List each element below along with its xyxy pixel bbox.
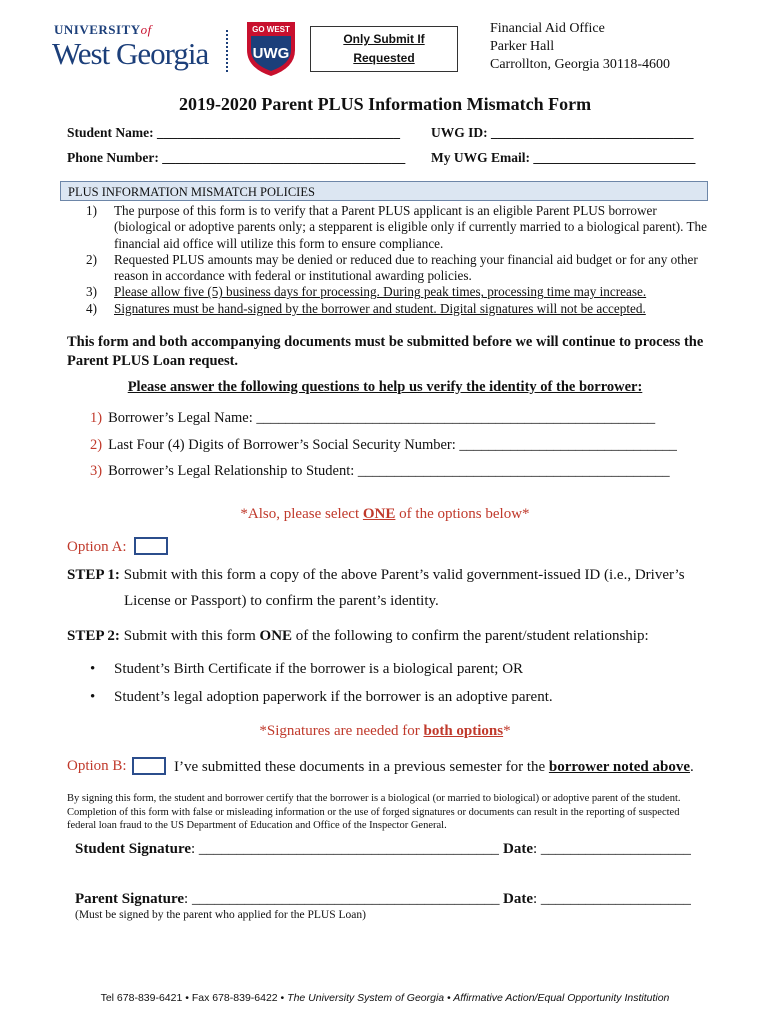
step2-text: STEP 2: Submit with this form ONE of the following to confirm the parent/student relationship: xyxy=(67,628,649,644)
option-b-label: Option B: xyxy=(67,758,127,774)
office-address xyxy=(490,20,670,74)
logo-divider xyxy=(226,30,228,72)
submission-notice: This form and both accompanying documents must be submitted before we will continue to process the Parent PLUS Loan request. xyxy=(67,334,704,369)
uwg-id-field[interactable]: UWG ID: ______________________________ xyxy=(431,125,694,140)
option-a-label: Option A: xyxy=(67,539,127,555)
office-line-3: Carrollton, Georgia 30118-4600 xyxy=(490,57,671,72)
step1-text: STEP 1: Submit with this form a copy of the above Parent’s valid government-issued ID (i.e., Driver’s xyxy=(67,567,685,583)
shield-main-text: UWG xyxy=(252,45,290,62)
certification-text: By signing this form, the student and borrower certify that the borrower is a biological (or married to biological) or adoptive parent of the student. Completion of this form with false or misleading information or the use of forged signatures or documents can result in the reporting of suspected federal loan fraud to the US Department of Education and Office of the Inspector General. xyxy=(67,793,681,831)
policies-list xyxy=(66,203,714,317)
policies-heading: PLUS INFORMATION MISMATCH POLICIES xyxy=(60,181,708,201)
student-name-field[interactable]: Student Name: ____________________________________ xyxy=(67,125,400,140)
option-b-text: I’ve submitted these documents in a previous semester for the borrower noted above. xyxy=(174,759,694,775)
policy-item: 1) The purpose of this form is to verify that a Parent PLUS applicant is an eligible Parent PLUS borrower (biological or adoptive parents only; a stepparent is eligible only if currently married to a biological parent). The financial aid office will utilize this form to ensure compliance. xyxy=(86,203,708,251)
parent-signature-field[interactable]: Parent Signature: _________________________________________ xyxy=(75,891,500,907)
policy-item: 4) Signatures must be hand-signed by the borrower and student. Digital signatures will not be accepted. xyxy=(86,300,646,316)
office-line-1: Financial Aid Office xyxy=(490,21,605,36)
parent-signature-note: (Must be signed by the parent who applied for the PLUS Loan) xyxy=(75,909,366,921)
submit-line-2: Requested xyxy=(353,51,415,65)
phone-number-field[interactable]: Phone Number: ____________________________________ xyxy=(67,150,406,165)
select-one-note: *Also, please select ONE of the options below* xyxy=(240,506,530,522)
option-a-checkbox[interactable] xyxy=(134,537,168,555)
bullet-birth-certificate: • Student’s Birth Certificate if the borrower is a biological parent; OR xyxy=(90,661,524,677)
logo-westgeorgia-text: West Georgia xyxy=(52,36,209,71)
submit-line-1: Only Submit If xyxy=(343,32,425,46)
only-submit-box xyxy=(310,26,458,72)
borrower-ssn-question[interactable]: 2) Last Four (4) Digits of Borrower’s Social Security Number: ______________________________ xyxy=(90,437,677,453)
go-west-shield-logo xyxy=(243,20,299,78)
signatures-needed-note: *Signatures are needed for both options* xyxy=(259,723,511,739)
policy-item: 3) Please allow five (5) business days for processing. During peak times, processing time may increase. xyxy=(86,284,647,300)
verify-instructions: Please answer the following questions to help us verify the identity of the borrower: xyxy=(127,379,643,395)
borrower-relationship-question[interactable]: 3) Borrower’s Legal Relationship to Student: ___________________________________________ xyxy=(90,463,670,479)
shield-top-text: GO WEST xyxy=(252,25,290,34)
policy-item: 2) Requested PLUS amounts may be denied or reduced due to reaching your financial aid budget or for any other reason in accordance with federal or institutional awarding policies. xyxy=(86,251,698,284)
uwg-logo xyxy=(52,22,212,78)
step1-continued: License or Passport) to confirm the parent’s identity. xyxy=(124,593,439,609)
option-b-checkbox[interactable] xyxy=(132,757,166,775)
logo-university-text: UNIVERSITY xyxy=(54,22,141,37)
footer: Tel 678-839-6421 • Fax 678-839-6422 • The University System of Georgia • Affirmative Action/Equal Opportunity Institution xyxy=(100,992,670,1004)
logo-of-text: of xyxy=(140,22,152,37)
student-date-field[interactable]: Date: ____________________ xyxy=(503,841,691,857)
bullet-adoption-paperwork: • Student’s legal adoption paperwork if the borrower is an adoptive parent. xyxy=(90,689,553,705)
student-signature-field[interactable]: Student Signature: ________________________________________ xyxy=(75,841,499,857)
uwg-email-field[interactable]: My UWG Email: ________________________ xyxy=(431,150,696,165)
office-line-2: Parker Hall xyxy=(490,39,555,54)
borrower-name-question[interactable]: 1) Borrower’s Legal Name: _______________________________________________________ xyxy=(90,410,656,426)
parent-date-field[interactable]: Date: ____________________ xyxy=(503,891,691,907)
form-title: 2019-2020 Parent PLUS Information Mismatch Form xyxy=(178,94,592,114)
